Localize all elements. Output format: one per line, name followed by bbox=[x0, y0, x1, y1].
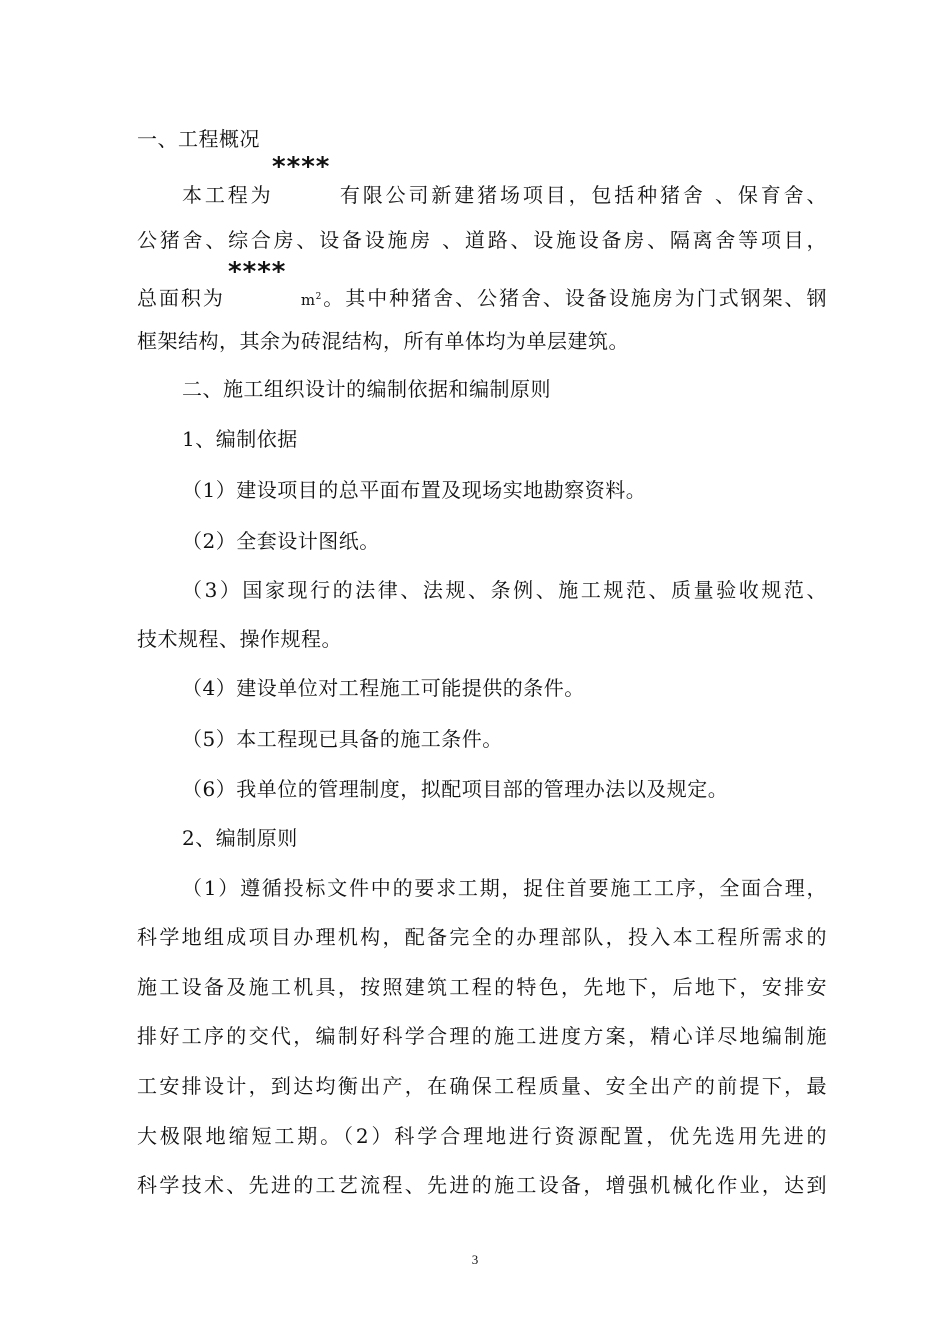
area-unit: $m^2$ bbox=[300, 291, 322, 309]
principle-line: （1）遵循投标文件中的要求工期，捉住首要施工工序，全面合理， bbox=[182, 876, 827, 900]
overview-line-2: 公猪舍、综合房、设备设施房 、道路、设施设备房、隔离舍等项目， bbox=[137, 228, 827, 252]
basis-item: （1）建设项目的总平面布置及现场实地勘察资料。 bbox=[182, 478, 647, 502]
section-heading-basis-principles: 二、施工组织设计的编制依据和编制原则 bbox=[182, 377, 551, 401]
basis-heading: 1、编制依据 bbox=[182, 427, 298, 451]
page-number: 3 bbox=[471, 1252, 479, 1267]
principle-line: 工安排设计，到达均衡出产，在确保工程质量、安全出产的前提下，最 bbox=[137, 1074, 827, 1098]
principle-line: 科学地组成项目办理机构，配备完全的办理部队，投入本工程所需求的 bbox=[137, 925, 827, 949]
masked-company-name: **** bbox=[272, 152, 331, 182]
basis-item: （3）国家现行的法律、法规、条例、施工规范、质量验收规范、 bbox=[182, 578, 827, 602]
basis-item: （5）本工程现已具备的施工条件。 bbox=[182, 727, 503, 751]
section-heading-overview: 一、工程概况 bbox=[137, 127, 260, 151]
masked-area-value: **** bbox=[228, 257, 287, 287]
principle-heading: 2、编制原则 bbox=[182, 826, 298, 850]
overview-line-4: 框架结构，其余为砖混结构，所有单体均为单层建筑。 bbox=[137, 329, 629, 353]
basis-item: （6）我单位的管理制度，拟配项目部的管理办法以及规定。 bbox=[182, 777, 729, 801]
overview-text: 本工程为 bbox=[182, 183, 274, 207]
principle-line: 排好工序的交代，编制好科学合理的施工进度方案，精心详尽地编制施 bbox=[137, 1024, 827, 1048]
principle-line: 大极限地缩短工期。（2）科学合理地进行资源配置，优先选用先进的 bbox=[137, 1124, 827, 1148]
overview-text: 总面积为 bbox=[137, 286, 225, 310]
principle-line: 科学技术、先进的工艺流程、先进的施工设备，增强机械化作业，达到 bbox=[137, 1173, 827, 1197]
overview-text: 有限公司新建猪场项目，包括种猪舍 、保育舍、 bbox=[337, 183, 827, 207]
overview-text: 。其中种猪舍、公猪舍、设备设施房为门式钢架、钢 bbox=[321, 286, 828, 310]
overview-line-1 bbox=[182, 183, 827, 207]
basis-item: （4）建设单位对工程施工可能提供的条件。 bbox=[182, 676, 585, 700]
principle-line: 施工设备及施工机具，按照建筑工程的特色，先地下，后地下，安排安 bbox=[137, 975, 827, 999]
basis-item-continuation: 技术规程、操作规程。 bbox=[137, 627, 342, 651]
basis-item: （2）全套设计图纸。 bbox=[182, 529, 380, 553]
overview-line-3 bbox=[137, 285, 827, 312]
